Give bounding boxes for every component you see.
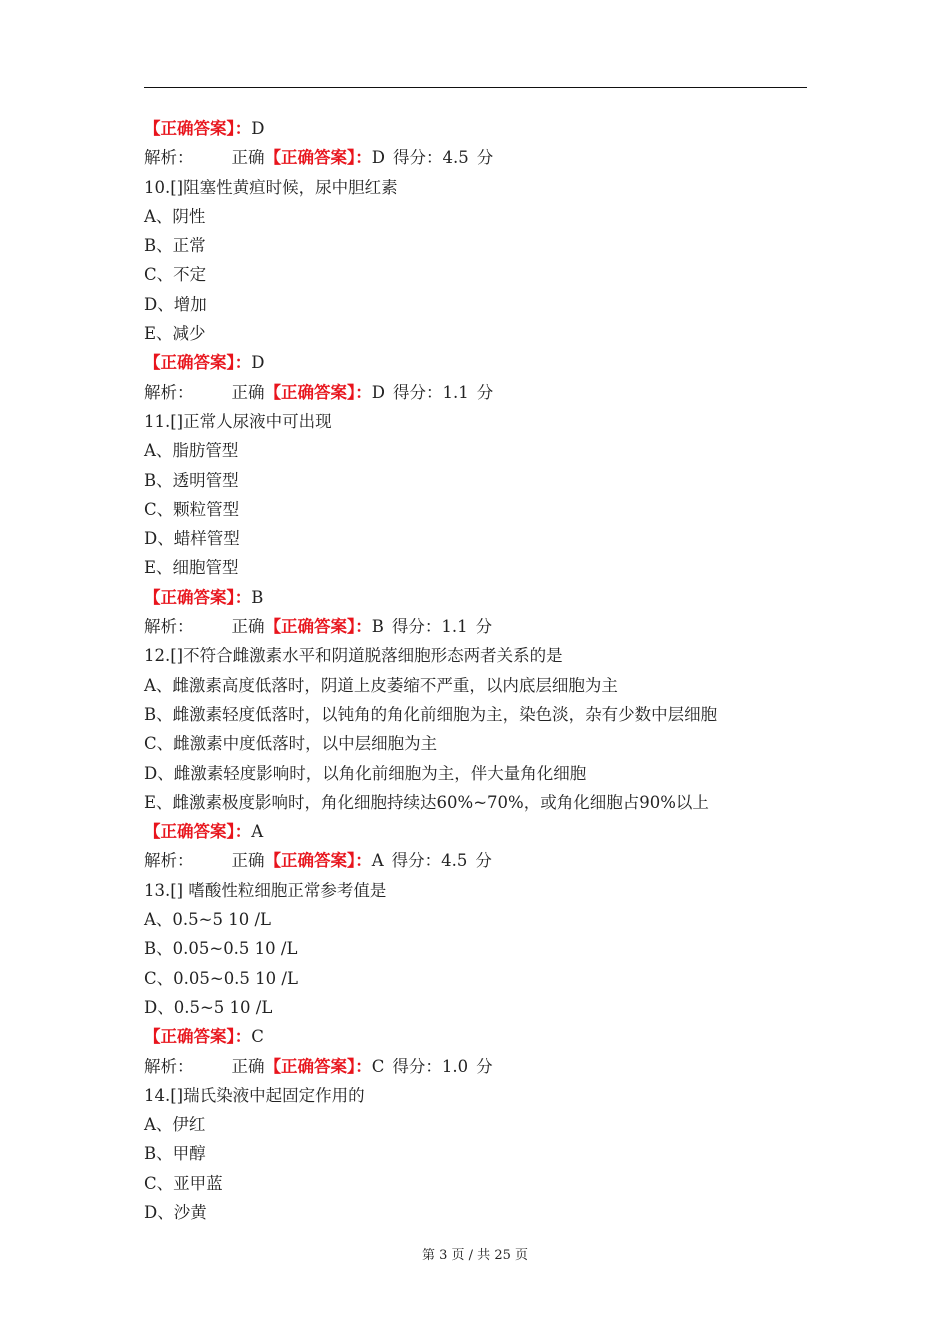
option-a: A、阴性 (144, 206, 206, 226)
option-d: D、0.5~5 10 /L (144, 997, 273, 1017)
option-c: C、不定 (144, 265, 207, 285)
score-value: 1.0 (441, 1056, 469, 1076)
answer-value: A (251, 822, 264, 842)
answer-label: 【正确答案】： (144, 119, 252, 138)
answer-value: C (251, 1027, 264, 1047)
option-a: A、伊红 (144, 1115, 206, 1135)
answer-value: A (371, 851, 384, 871)
option-c: C、雌激素中度低落时，以中层细胞为主 (144, 734, 438, 754)
answer-line (144, 348, 824, 377)
analysis-line (144, 378, 824, 407)
answer-line (144, 817, 824, 846)
question-stem: 13.[] 嗜酸性粒细胞正常参考值是 (144, 880, 387, 900)
option-e: E、减少 (144, 324, 206, 344)
score-unit: 分 (476, 1056, 493, 1076)
question-stem: 12.[]不符合雌激素水平和阴道脱落细胞形态两者关系的是 (144, 646, 563, 666)
option-b: B、雌激素轻度低落时，以钝角的角化前细胞为主，染色淡，杂有少数中层细胞 (144, 704, 718, 724)
option-d: D、增加 (144, 294, 207, 314)
option-b: B、透明管型 (144, 470, 239, 490)
header-rule (144, 87, 807, 88)
page-footer: 第 3 页 / 共 25 页 (422, 1248, 528, 1263)
analysis-label: 解析： (144, 617, 194, 637)
score-label: 得分： (391, 851, 442, 871)
option-a: A、0.5~5 10 /L (144, 910, 271, 930)
answer-value: D (251, 353, 265, 373)
correct-text: 正确 (231, 148, 265, 168)
analysis-line (144, 1052, 824, 1081)
answer-label: 【正确答案】： (144, 353, 252, 373)
answer-line (144, 583, 824, 612)
answer-label: 【正确答案】： (264, 617, 372, 637)
score-unit: 分 (476, 148, 494, 168)
correct-text: 正确 (231, 382, 265, 402)
answer-label: 【正确答案】： (264, 148, 372, 168)
analysis-label: 解析： (144, 851, 194, 871)
score-label: 得分： (391, 617, 442, 637)
option-a: A、雌激素高度低落时，阴道上皮萎缩不严重，以内底层细胞为主 (144, 675, 618, 695)
correct-text: 正确 (231, 851, 265, 871)
option-d: D、沙黄 (144, 1202, 207, 1222)
score-unit: 分 (475, 851, 492, 871)
option-c: C、亚甲蓝 (144, 1173, 223, 1193)
option-c: C、颗粒管型 (144, 499, 240, 519)
score-value: 4.5 (441, 851, 468, 871)
correct-text: 正确 (231, 1056, 265, 1076)
answer-label: 【正确答案】： (144, 587, 252, 607)
option-b: B、甲醇 (144, 1144, 206, 1164)
answer-value: C (371, 1056, 385, 1076)
score-label: 得分： (392, 382, 443, 402)
answer-line (144, 1022, 824, 1051)
analysis-label: 解析： (144, 1056, 194, 1076)
answer-label: 【正确答案】： (264, 382, 372, 402)
question-stem: 11.[]正常人尿液中可出现 (144, 411, 332, 431)
answer-value: D (251, 119, 265, 138)
option-c: C、0.05~0.5 10 /L (144, 968, 298, 988)
option-b: B、正常 (144, 236, 206, 256)
answer-value: D (371, 148, 385, 168)
option-e: E、细胞管型 (144, 558, 239, 578)
score-unit: 分 (475, 617, 493, 637)
option-d: D、蜡样管型 (144, 529, 240, 549)
score-value: 1.1 (441, 617, 468, 637)
analysis-label: 解析： (144, 148, 194, 168)
answer-value: D (371, 382, 385, 402)
answer-label: 【正确答案】： (264, 851, 372, 871)
answer-line (144, 114, 824, 143)
option-e: E、雌激素极度影响时，角化细胞持续达60%~70%，或角化细胞占90%以上 (144, 792, 709, 812)
analysis-label: 解析： (144, 382, 194, 402)
correct-text: 正确 (231, 617, 265, 637)
question-stem: 10.[]阻塞性黄疸时候，尿中胆红素 (144, 177, 398, 197)
option-a: A、脂肪管型 (144, 441, 239, 461)
score-label: 得分： (392, 1056, 442, 1076)
analysis-line (144, 143, 824, 172)
analysis-line (144, 846, 824, 875)
answer-label: 【正确答案】： (144, 822, 252, 842)
option-b: B、0.05~0.5 10 /L (144, 939, 298, 959)
answer-label: 【正确答案】： (264, 1056, 372, 1076)
option-d: D、雌激素轻度影响时，以角化前细胞为主，伴大量角化细胞 (144, 763, 587, 783)
score-label: 得分： (392, 148, 443, 168)
score-value: 4.5 (442, 148, 469, 168)
exam-content (144, 114, 824, 1227)
question-stem: 14.[]瑞氏染液中起固定作用的 (144, 1085, 365, 1105)
score-unit: 分 (476, 382, 494, 402)
score-value: 1.1 (442, 382, 469, 402)
analysis-line (144, 612, 824, 641)
answer-value: B (371, 617, 384, 637)
answer-value: B (251, 587, 264, 607)
answer-label: 【正确答案】： (144, 1027, 252, 1047)
